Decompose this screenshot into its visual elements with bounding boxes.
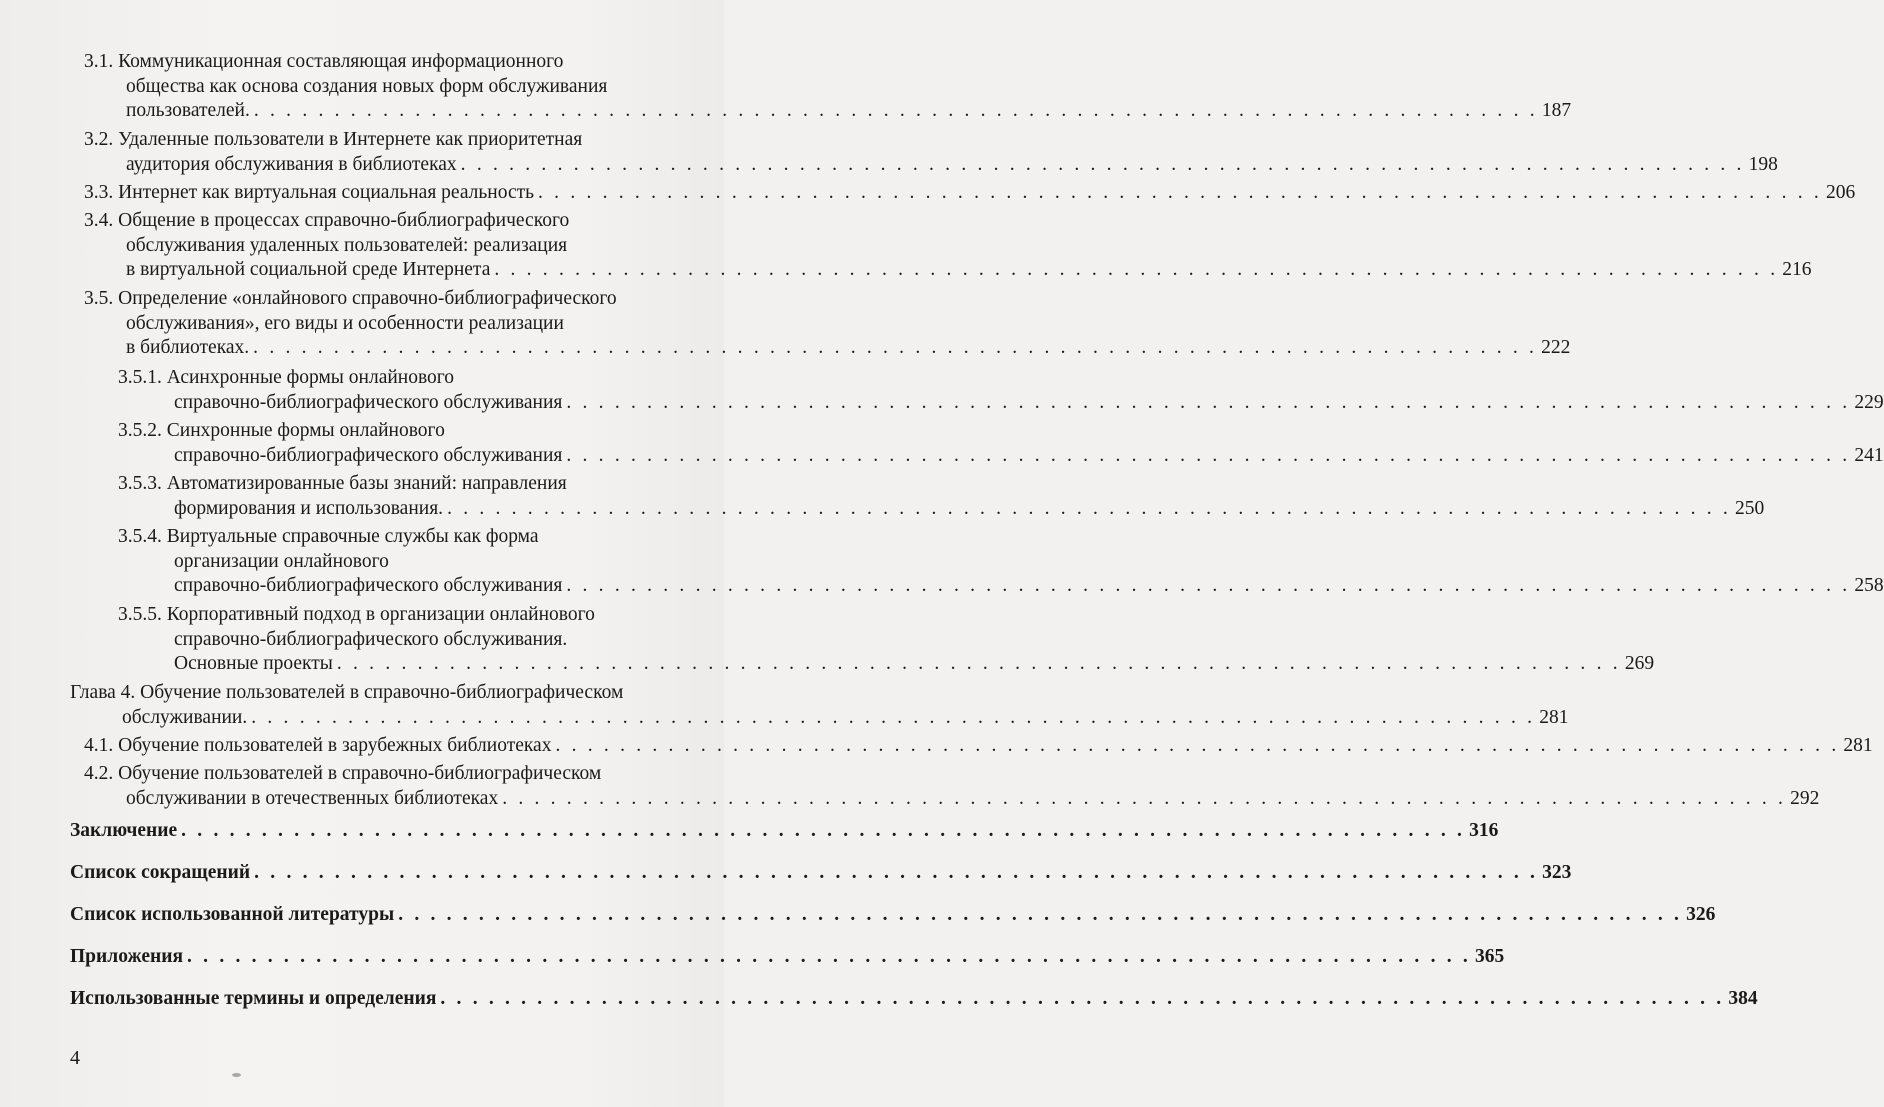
toc-entry-text: формирования и использования.: [174, 497, 444, 519]
toc-page-number: 316: [1469, 820, 1499, 841]
toc-entry: [70, 128, 1778, 177]
toc-entry: [70, 50, 1572, 124]
toc-page-number: 222: [1541, 337, 1571, 358]
toc-entry-text: общества как основа создания новых форм обслуживания: [126, 75, 608, 97]
dot-leader: . . . . . . . . . . . . . . . . . . . . . . . . . . . . . . . . . . . . . . . . . . . . . . . . . . . . . . . . . . . . . . . . . . . . . . . . . . . . . . . .: [494, 259, 1779, 280]
toc-entry-text: Основные проекты: [174, 653, 333, 674]
toc-entry-text: справочно-библиографического обслуживания.: [174, 628, 568, 650]
dot-leader: . . . . . . . . . . . . . . . . . . . . . . . . . . . . . . . . . . . . . . . . . . . . . . . . . . . . . . . . . . . . . . . . . . . . . . . . . . . . . . . .: [187, 946, 1471, 967]
toc-entry-text: 3.2. Удаленные пользователи в Интернете как приоритетная: [84, 129, 583, 150]
toc-entry-text: в библиотеках.: [126, 337, 250, 358]
toc-entry: [70, 419, 1884, 468]
dot-leader: . . . . . . . . . . . . . . . . . . . . . . . . . . . . . . . . . . . . . . . . . . . . . . . . . . . . . . . . . . . . . . . . . . . . . . . . . . . . . . . .: [555, 735, 1840, 756]
toc-entry-text: Глава 4. Обучение пользователей в справочно-библиографическом: [70, 682, 624, 703]
dot-leader: . . . . . . . . . . . . . . . . . . . . . . . . . . . . . . . . . . . . . . . . . . . . . . . . . . . . . . . . . . . . . . . . . . . . . . . . . . . . . . . .: [336, 653, 1621, 674]
dot-leader: . . . . . . . . . . . . . . . . . . . . . . . . . . . . . . . . . . . . . . . . . . . . . . . . . . . . . . . . . . . . . . . . . . . . . . . . . . . . . . . .: [460, 153, 1745, 175]
toc-page-number: 229: [1854, 391, 1884, 413]
toc-entry-text: обслуживания удаленных пользователей: реализация: [126, 234, 568, 256]
dot-leader: . . . . . . . . . . . . . . . . . . . . . . . . . . . . . . . . . . . . . . . . . . . . . . . . . . . . . . . . . . . . . . . . . . . . . . . . . . . . . . . .: [447, 497, 1731, 519]
dot-leader: . . . . . . . . . . . . . . . . . . . . . . . . . . . . . . . . . . . . . . . . . . . . . . . . . . . . . . . . . . . . . . . . . . . . . . . . . . . . . . . .: [253, 100, 1538, 121]
toc-entry: [70, 525, 1884, 599]
dot-leader: . . . . . . . . . . . . . . . . . . . . . . . . . . . . . . . . . . . . . . . . . . . . . . . . . . . . . . . . . . . . . . . . . . . . . . . . . . . . . . . .: [253, 337, 1538, 358]
toc-entry-text: Заключение: [70, 820, 178, 841]
dot-leader: . . . . . . . . . . . . . . . . . . . . . . . . . . . . . . . . . . . . . . . . . . . . . . . . . . . . . . . . . . . . . . . . . . . . . . . . . . . . . . . .: [251, 706, 1536, 728]
toc-page-number: 323: [1542, 862, 1572, 883]
toc-entry-text: 3.1. Коммуникационная составляющая информационного: [84, 51, 564, 72]
toc-page-number: 326: [1686, 904, 1716, 925]
toc-entry-text: пользователей.: [126, 100, 250, 121]
dot-leader: . . . . . . . . . . . . . . . . . . . . . . . . . . . . . . . . . . . . . . . . . . . . . . . . . . . . . . . . . . . . . . . . . . . . . . . . . . . . . . . .: [181, 820, 1466, 841]
toc-entry-text: справочно-библиографического обслуживания: [174, 575, 563, 596]
toc-page-number: 384: [1728, 988, 1758, 1009]
page-number: 4: [70, 1047, 80, 1069]
toc-entry-text: организации онлайнового: [174, 550, 389, 572]
toc-page-number: 187: [1541, 100, 1572, 121]
toc-entry-text: 3.5.2. Синхронные формы онлайнового: [118, 420, 445, 441]
toc-page-number: 269: [1624, 653, 1655, 674]
toc-entry-text: 4.2. Обучение пользователей в справочно-библиографическом: [84, 763, 602, 784]
toc-entry-text: аудитория обслуживания в библиотеках: [126, 153, 457, 175]
toc-entry-text: 3.5.4. Виртуальные справочные службы как форма: [118, 526, 539, 547]
dot-leader: . . . . . . . . . . . . . . . . . . . . . . . . . . . . . . . . . . . . . . . . . . . . . . . . . . . . . . . . . . . . . . . . . . . . . . . . . . . . . . . .: [440, 988, 1725, 1009]
toc-entry: [70, 945, 1505, 970]
toc-page-number: 281: [1539, 706, 1569, 728]
toc-entry-text: 3.4. Общение в процессах справочно-библиографического: [84, 210, 570, 231]
dot-leader: . . . . . . . . . . . . . . . . . . . . . . . . . . . . . . . . . . . . . . . . . . . . . . . . . . . . . . . . . . . . . . . . . . . . . . . . . . . . . . . .: [502, 787, 1787, 809]
toc-entry: [70, 681, 1569, 730]
toc-entry: [70, 209, 1812, 283]
dot-leader: . . . . . . . . . . . . . . . . . . . . . . . . . . . . . . . . . . . . . . . . . . . . . . . . . . . . . . . . . . . . . . . . . . . . . . . . . . . . . . . .: [566, 575, 1851, 596]
toc-entry-text: справочно-библиографического обслуживания: [174, 444, 563, 466]
toc-entry-text: Список использованной литературы: [70, 904, 395, 925]
toc-page-number: 206: [1825, 182, 1856, 203]
toc-entry: [70, 987, 1758, 1012]
dot-leader: . . . . . . . . . . . . . . . . . . . . . . . . . . . . . . . . . . . . . . . . . . . . . . . . . . . . . . . . . . . . . . . . . . . . . . . . . . . . . . . .: [566, 391, 1851, 413]
toc-page-number: 250: [1735, 497, 1765, 519]
toc-entry-text: обслуживании.: [122, 706, 248, 728]
toc-entry-text: справочно-библиографического обслуживания: [174, 391, 563, 413]
toc-page-number: 198: [1748, 153, 1778, 175]
toc-page-number: 365: [1474, 946, 1505, 967]
toc-entry: [70, 819, 1499, 844]
toc-page-number: 216: [1782, 259, 1812, 280]
toc-page-number: 258: [1854, 575, 1884, 596]
toc-entry: [70, 181, 1856, 206]
toc-entry-text: обслуживания», его виды и особенности реализации: [126, 312, 564, 334]
toc-entry: [70, 903, 1716, 928]
toc-entry: [70, 734, 1873, 759]
toc-entry: [70, 762, 1820, 811]
toc-entry-text: 3.3. Интернет как виртуальная социальная реальность: [84, 182, 535, 203]
toc-entry: [70, 287, 1571, 361]
toc-page-number: 241: [1854, 444, 1884, 466]
toc-entry-text: 3.5. Определение «онлайнового справочно-библиографического: [84, 288, 617, 309]
toc-entry-text: Приложения: [70, 946, 184, 967]
print-speck: [232, 1073, 241, 1077]
toc-entry-text: обслуживании в отечественных библиотеках: [126, 787, 499, 809]
dot-leader: . . . . . . . . . . . . . . . . . . . . . . . . . . . . . . . . . . . . . . . . . . . . . . . . . . . . . . . . . . . . . . . . . . . . . . . . . . . . . . . .: [538, 182, 1822, 203]
toc-entry-text: в виртуальной социальной среде Интернета: [126, 259, 491, 280]
toc-entry-text: 3.5.5. Корпоративный подход в организации онлайнового: [118, 604, 595, 625]
toc-entry-text: Список сокращений: [70, 862, 251, 883]
dot-leader: . . . . . . . . . . . . . . . . . . . . . . . . . . . . . . . . . . . . . . . . . . . . . . . . . . . . . . . . . . . . . . . . . . . . . . . . . . . . . . . .: [398, 904, 1683, 925]
toc-page-number: 281: [1843, 735, 1873, 756]
dot-leader: . . . . . . . . . . . . . . . . . . . . . . . . . . . . . . . . . . . . . . . . . . . . . . . . . . . . . . . . . . . . . . . . . . . . . . . . . . . . . . . .: [254, 862, 1539, 883]
toc-entry-text: 3.5.3. Автоматизированные базы знаний: направления: [118, 473, 567, 494]
toc-entry: [70, 861, 1572, 886]
toc-entry-text: 4.1. Обучение пользователей в зарубежных библиотеках: [84, 735, 552, 756]
toc-entry-text: 3.5.1. Асинхронные формы онлайнового: [118, 367, 455, 388]
toc-entry: [70, 472, 1765, 521]
toc-entry: [70, 366, 1884, 415]
dot-leader: . . . . . . . . . . . . . . . . . . . . . . . . . . . . . . . . . . . . . . . . . . . . . . . . . . . . . . . . . . . . . . . . . . . . . . . . . . . . . . . .: [566, 444, 1851, 466]
toc-entry-text: Использованные термины и определения: [70, 988, 437, 1009]
toc-page-number: 292: [1790, 787, 1820, 809]
toc-entry: [70, 603, 1655, 677]
